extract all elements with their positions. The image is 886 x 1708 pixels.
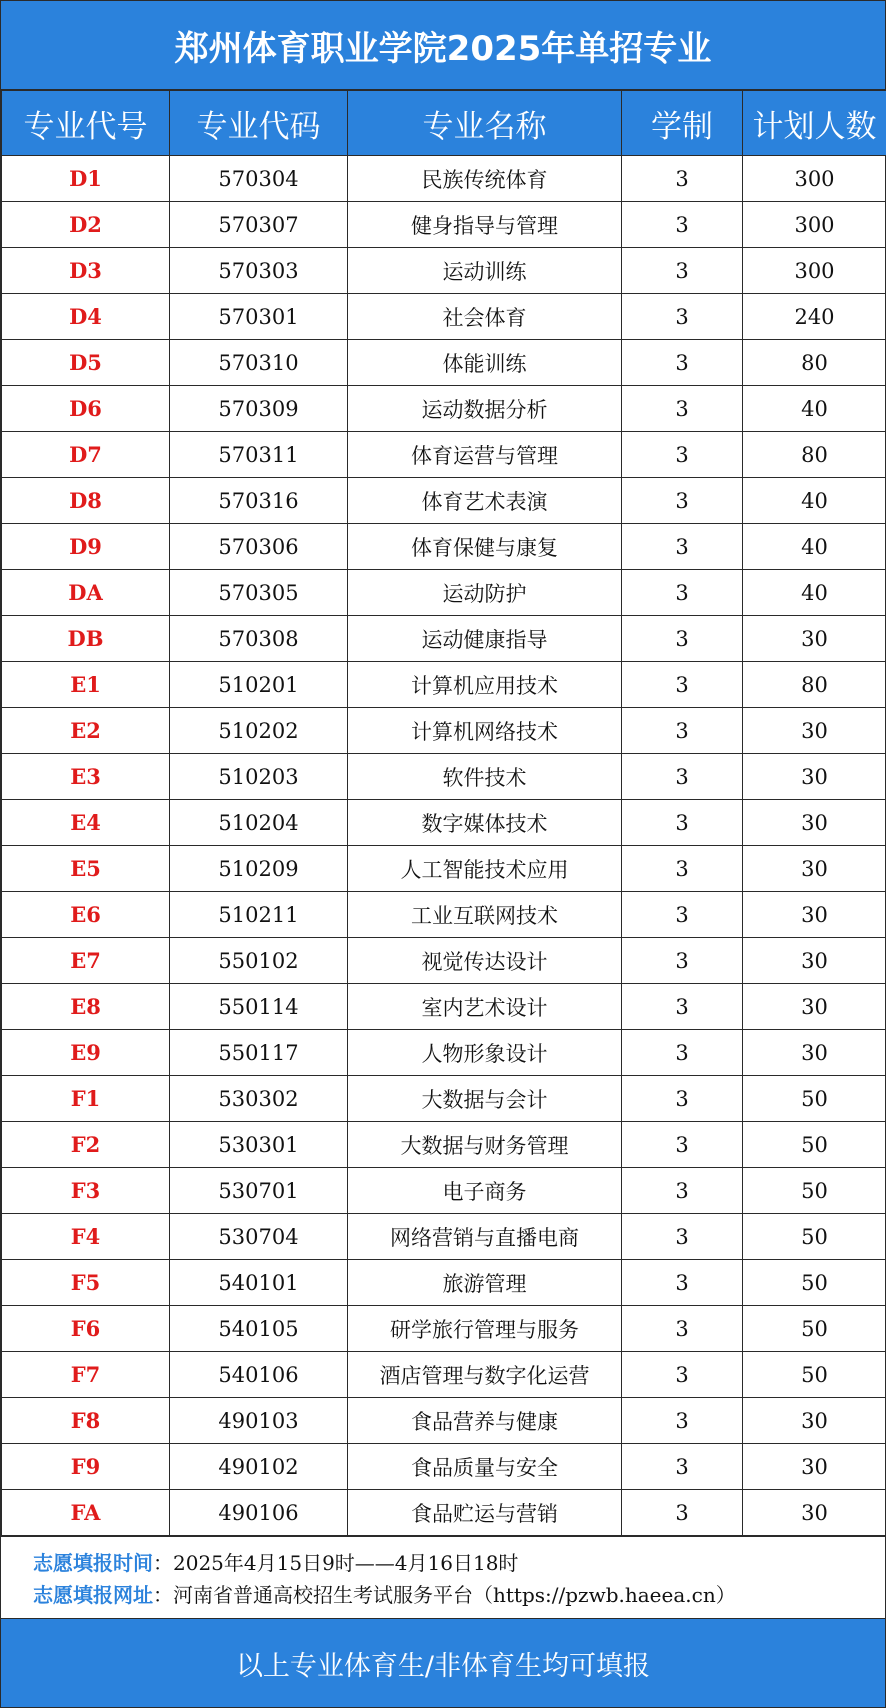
major-number-cell: E9 [2, 1030, 170, 1076]
duration-cell: 3 [622, 846, 743, 892]
major-number-cell: D6 [2, 386, 170, 432]
table-row [2, 248, 886, 294]
major-name-cell: 体育运营与管理 [348, 432, 622, 478]
plan-count-cell: 30 [743, 1030, 886, 1076]
plan-count-cell: 30 [743, 1398, 886, 1444]
major-name-cell: 运动防护 [348, 570, 622, 616]
major-name-cell: 视觉传达设计 [348, 938, 622, 984]
major-code-cell: 530301 [170, 1122, 348, 1168]
plan-count-cell: 30 [743, 708, 886, 754]
major-name-cell: 运动健康指导 [348, 616, 622, 662]
major-number-cell: E5 [2, 846, 170, 892]
duration-cell: 3 [622, 1398, 743, 1444]
plan-count-cell: 30 [743, 938, 886, 984]
duration-cell: 3 [622, 1306, 743, 1352]
major-number-cell: E2 [2, 708, 170, 754]
major-code-cell: 570309 [170, 386, 348, 432]
major-name-cell: 民族传统体育 [348, 156, 622, 202]
duration-cell: 3 [622, 202, 743, 248]
major-name-cell: 社会体育 [348, 294, 622, 340]
table-body [2, 156, 886, 1536]
major-name-cell: 食品贮运与营销 [348, 1490, 622, 1536]
table-header-row [2, 91, 886, 156]
major-number-cell: E8 [2, 984, 170, 1030]
plan-count-cell: 50 [743, 1352, 886, 1398]
major-code-cell: 530302 [170, 1076, 348, 1122]
plan-count-cell: 30 [743, 846, 886, 892]
table-row [2, 1352, 886, 1398]
major-code-cell: 550114 [170, 984, 348, 1030]
major-code-cell: 570303 [170, 248, 348, 294]
table-row [2, 202, 886, 248]
table-row [2, 524, 886, 570]
major-code-cell: 510204 [170, 800, 348, 846]
duration-cell: 3 [622, 708, 743, 754]
major-name-cell: 计算机网络技术 [348, 708, 622, 754]
major-number-cell: F7 [2, 1352, 170, 1398]
major-code-cell: 570316 [170, 478, 348, 524]
major-number-cell: D2 [2, 202, 170, 248]
plan-count-cell: 80 [743, 432, 886, 478]
plan-count-cell: 80 [743, 662, 886, 708]
plan-count-cell: 30 [743, 800, 886, 846]
plan-count-cell: 40 [743, 478, 886, 524]
major-name-cell: 大数据与会计 [348, 1076, 622, 1122]
column-header-plan-count: 计划人数 [743, 91, 886, 156]
major-code-cell: 550102 [170, 938, 348, 984]
table-row [2, 570, 886, 616]
duration-cell: 3 [622, 386, 743, 432]
major-name-cell: 数字媒体技术 [348, 800, 622, 846]
major-number-cell: F9 [2, 1444, 170, 1490]
major-code-cell: 530701 [170, 1168, 348, 1214]
major-number-cell: D1 [2, 156, 170, 202]
major-code-cell: 510203 [170, 754, 348, 800]
plan-count-cell: 40 [743, 570, 886, 616]
duration-cell: 3 [622, 984, 743, 1030]
table-row [2, 432, 886, 478]
duration-cell: 3 [622, 156, 743, 202]
major-code-cell: 510201 [170, 662, 348, 708]
major-number-cell: F3 [2, 1168, 170, 1214]
major-number-cell: E6 [2, 892, 170, 938]
duration-cell: 3 [622, 1444, 743, 1490]
major-code-cell: 570304 [170, 156, 348, 202]
major-number-cell: E7 [2, 938, 170, 984]
major-code-cell: 570307 [170, 202, 348, 248]
major-name-cell: 食品营养与健康 [348, 1398, 622, 1444]
major-number-cell: E1 [2, 662, 170, 708]
footer-note: 以上专业体育生/非体育生均可填报 [1, 1618, 885, 1707]
table-row [2, 616, 886, 662]
major-name-cell: 酒店管理与数字化运营 [348, 1352, 622, 1398]
duration-cell: 3 [622, 478, 743, 524]
major-code-cell: 570301 [170, 294, 348, 340]
table-row [2, 984, 886, 1030]
major-number-cell: F8 [2, 1398, 170, 1444]
major-name-cell: 软件技术 [348, 754, 622, 800]
major-number-cell: D3 [2, 248, 170, 294]
duration-cell: 3 [622, 1168, 743, 1214]
plan-count-cell: 50 [743, 1306, 886, 1352]
application-time-label: 志愿填报时间 [33, 1551, 153, 1575]
table-row [2, 1306, 886, 1352]
plan-count-cell: 240 [743, 294, 886, 340]
table-row [2, 1214, 886, 1260]
plan-count-cell: 30 [743, 616, 886, 662]
major-number-cell: D7 [2, 432, 170, 478]
column-header-duration: 学制 [622, 91, 743, 156]
duration-cell: 3 [622, 524, 743, 570]
major-number-cell: E4 [2, 800, 170, 846]
table-row [2, 938, 886, 984]
plan-count-cell: 40 [743, 386, 886, 432]
application-site-label: 志愿填报网址 [33, 1583, 153, 1607]
major-name-cell: 食品质量与安全 [348, 1444, 622, 1490]
table-row [2, 1076, 886, 1122]
table-row [2, 708, 886, 754]
major-code-cell: 540101 [170, 1260, 348, 1306]
major-code-cell: 550117 [170, 1030, 348, 1076]
duration-cell: 3 [622, 892, 743, 938]
major-code-cell: 510209 [170, 846, 348, 892]
plan-count-cell: 300 [743, 156, 886, 202]
table-row [2, 1398, 886, 1444]
plan-count-cell: 30 [743, 892, 886, 938]
major-code-cell: 570305 [170, 570, 348, 616]
major-name-cell: 计算机应用技术 [348, 662, 622, 708]
major-name-cell: 体育艺术表演 [348, 478, 622, 524]
major-name-cell: 旅游管理 [348, 1260, 622, 1306]
duration-cell: 3 [622, 938, 743, 984]
duration-cell: 3 [622, 1352, 743, 1398]
major-code-cell: 490102 [170, 1444, 348, 1490]
column-header-major-code: 专业代码 [170, 91, 348, 156]
table-row [2, 846, 886, 892]
duration-cell: 3 [622, 1030, 743, 1076]
plan-count-cell: 30 [743, 1490, 886, 1536]
major-number-cell: D4 [2, 294, 170, 340]
major-code-cell: 490103 [170, 1398, 348, 1444]
major-number-cell: E3 [2, 754, 170, 800]
application-site-value: ：河南省普通高校招生考试服务平台（https://pzwb.haeea.cn） [153, 1583, 736, 1607]
major-code-cell: 510202 [170, 708, 348, 754]
majors-table [1, 90, 886, 1536]
plan-count-cell: 300 [743, 202, 886, 248]
duration-cell: 3 [622, 294, 743, 340]
plan-count-cell: 300 [743, 248, 886, 294]
application-site [33, 1579, 885, 1611]
major-number-cell: FA [2, 1490, 170, 1536]
plan-count-cell: 80 [743, 340, 886, 386]
application-info [1, 1536, 885, 1620]
duration-cell: 3 [622, 1076, 743, 1122]
major-name-cell: 研学旅行管理与服务 [348, 1306, 622, 1352]
plan-count-cell: 50 [743, 1214, 886, 1260]
major-name-cell: 电子商务 [348, 1168, 622, 1214]
major-name-cell: 体能训练 [348, 340, 622, 386]
duration-cell: 3 [622, 1214, 743, 1260]
duration-cell: 3 [622, 570, 743, 616]
major-number-cell: D5 [2, 340, 170, 386]
table-row [2, 1260, 886, 1306]
table-row [2, 1030, 886, 1076]
major-code-cell: 530704 [170, 1214, 348, 1260]
major-number-cell: DB [2, 616, 170, 662]
major-name-cell: 人工智能技术应用 [348, 846, 622, 892]
duration-cell: 3 [622, 432, 743, 478]
table-row [2, 294, 886, 340]
major-number-cell: F6 [2, 1306, 170, 1352]
table-row [2, 1444, 886, 1490]
duration-cell: 3 [622, 248, 743, 294]
major-number-cell: F1 [2, 1076, 170, 1122]
major-name-cell: 体育保健与康复 [348, 524, 622, 570]
major-number-cell: F2 [2, 1122, 170, 1168]
application-time [33, 1547, 885, 1579]
table-row [2, 754, 886, 800]
major-number-cell: D8 [2, 478, 170, 524]
duration-cell: 3 [622, 1260, 743, 1306]
major-name-cell: 网络营销与直播电商 [348, 1214, 622, 1260]
table-row [2, 892, 886, 938]
major-name-cell: 运动数据分析 [348, 386, 622, 432]
table-row [2, 340, 886, 386]
table-row [2, 800, 886, 846]
table-row [2, 156, 886, 202]
plan-count-cell: 40 [743, 524, 886, 570]
duration-cell: 3 [622, 1490, 743, 1536]
major-code-cell: 570308 [170, 616, 348, 662]
page-title: 郑州体育职业学院2025年单招专业 [1, 1, 885, 90]
table-row [2, 1122, 886, 1168]
table-row [2, 478, 886, 524]
major-number-cell: D9 [2, 524, 170, 570]
major-name-cell: 大数据与财务管理 [348, 1122, 622, 1168]
major-name-cell: 运动训练 [348, 248, 622, 294]
plan-count-cell: 30 [743, 984, 886, 1030]
major-code-cell: 540106 [170, 1352, 348, 1398]
duration-cell: 3 [622, 1122, 743, 1168]
duration-cell: 3 [622, 662, 743, 708]
major-number-cell: F4 [2, 1214, 170, 1260]
table-row [2, 662, 886, 708]
major-name-cell: 健身指导与管理 [348, 202, 622, 248]
column-header-major-name: 专业名称 [348, 91, 622, 156]
major-number-cell: DA [2, 570, 170, 616]
plan-count-cell: 50 [743, 1260, 886, 1306]
column-header-major-number: 专业代号 [2, 91, 170, 156]
major-name-cell: 室内艺术设计 [348, 984, 622, 1030]
table-row [2, 1168, 886, 1214]
major-code-cell: 510211 [170, 892, 348, 938]
major-code-cell: 490106 [170, 1490, 348, 1536]
major-name-cell: 人物形象设计 [348, 1030, 622, 1076]
plan-count-cell: 30 [743, 1444, 886, 1490]
duration-cell: 3 [622, 800, 743, 846]
duration-cell: 3 [622, 754, 743, 800]
table-row [2, 386, 886, 432]
plan-count-cell: 30 [743, 754, 886, 800]
major-code-cell: 540105 [170, 1306, 348, 1352]
duration-cell: 3 [622, 340, 743, 386]
major-number-cell: F5 [2, 1260, 170, 1306]
application-time-value: ：2025年4月15日9时——4月16日18时 [153, 1551, 519, 1575]
major-code-cell: 570311 [170, 432, 348, 478]
major-code-cell: 570310 [170, 340, 348, 386]
major-name-cell: 工业互联网技术 [348, 892, 622, 938]
plan-count-cell: 50 [743, 1076, 886, 1122]
major-code-cell: 570306 [170, 524, 348, 570]
plan-count-cell: 50 [743, 1122, 886, 1168]
table-row [2, 1490, 886, 1536]
plan-count-cell: 50 [743, 1168, 886, 1214]
duration-cell: 3 [622, 616, 743, 662]
